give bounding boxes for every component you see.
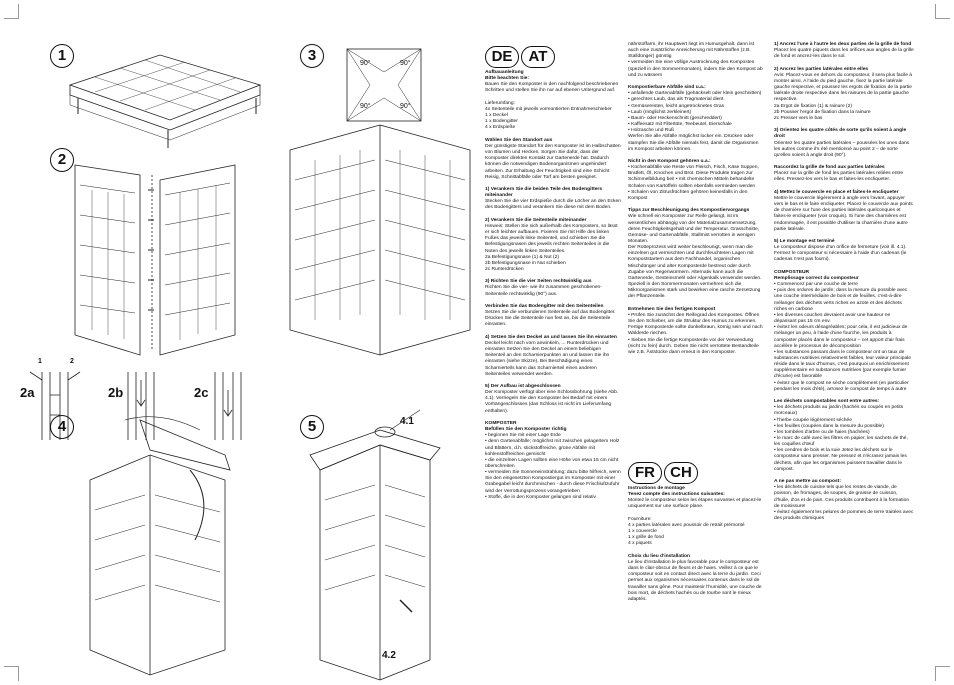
text-paragraph: 3) Orientez les quatre côtés de sorte qu'ils soient à angle droit (774, 128, 908, 140)
text-paragraph: Richten Sie die vier- wie ihr zusammen geschobenen- Seitenteile rechtwinklig (90°) aus. (485, 285, 604, 297)
text-paragraph: • les déchets produits au jardin (hachés ou coupés en petits morceaux) • l'herbe coupée légèrement séchée • les feuilles (coupées dans la mesure du possible) • les tombées d'arbre ou de haies (hachées) • le marc de café avec les filtres en papier, les sachets de thé, les coquilles d'œuf • les cendres de bois et la suie Jetez les déchets sur le composteur sans presser. Ne pressez et n'écrasez jamais les déchets, afin que les organismes puissent travailler dans le compost. (774, 405, 908, 472)
crop-mark (935, 4, 950, 19)
text-paragraph: 2) Ancrez les parties latérales entre elles (774, 66, 869, 72)
lang-de-badge: DE (485, 46, 519, 68)
text-paragraph: Kompostierbare Abfälle sind u.a.: (628, 85, 706, 91)
part-2-label: 2 (70, 358, 74, 365)
detail-4-1-label: 4.1 (400, 416, 414, 427)
text-paragraph: Raccordez la grille de fond aux parties latérales (774, 165, 885, 171)
text-paragraph: Der günstigste Standort für den Komposter ist im Halbschatten von Blumen und Hecken. Sorgen Sie dafür, dass der Komposter direkten Kontakt zur Gartenerde hat. Dadurch können die notwendigen Bodenorganismen ungehindert arbeiten. Zur Erhaltung der Feuchtigkeit sind eine Schicht Reisig, Schnittabfälle oder Torf am besten geeignet. (485, 143, 623, 180)
angle-label: 90° (360, 60, 371, 67)
text-paragraph: Placez les quatre piquets dans les orifices aux angles de la grille de fond et ancrez-les dans le sol. (774, 48, 916, 60)
side-panels-drawing (75, 165, 235, 355)
text-paragraph: Deckel leicht nach vorn anwinkeln, ... Runterdrücken und einrasten Setzen Sie den Deckel an einem beliebigen Seitenteil an den Scharnierpunkten an und lassen Sie ihn einrasten (siehe Skizze). Bei Beschädigung eines Scharnierteils kann das Scharnierteil eines anderen Seitenteiles verwendet werden. (485, 340, 611, 377)
text-paragraph: Le composteur dispose d'un orifice de fermeture (voir ill. 4.1). Fermez le composteur si nécessaire à l'aide d'un cadenas (le cadenas n'est pas fourni). (774, 245, 908, 263)
text-paragraph: 1) Ancrez l'une à l'autre les deux parties de la grille de fond (774, 42, 912, 47)
text-paragraph: Wie schnell ein Komposter zur Reife gelangt, ist im wesentlichen abhängig von der Materialzusammensetzung, deren Feuchtigkeitsgehalt und der Temperatur. Grasschnitte, Gemüse- und Gartenabfälle, Stallmist verrotten in wenigen Monaten. Der Rotteprozess wird weiter beschleunigt, wenn man die einzelnen gut vermischten und durchfeuchteten Lagen mit Kompoststartern aus dem Fachhandel, organischen Mischdünger und alter Komposterde bestreut oder durch Zugabe von Regenwürmern. Alternativ kann auch die Gartenerde, Gesteinsmehl oder Algenkalk verwendet werden. Speziell in den Sommermonaten vermehren sich die Mikroorganismen stark und bewirken eine rasche Zersetzung der Pflanzenteile. (628, 214, 762, 300)
text-paragraph: Fourniture: (628, 516, 652, 522)
text-paragraph: Le lieu d'installation le plus favorable pour le composteur est dans le clair-obscur de fleurs et de haies. Veillez à ce que le composteur soit en contact direct avec la terre du jardin. Ceci permet aux organismes nécessaires contenus dans le sol de travailler sans gêne. Pour maintenir l'humidité, une couche de bois mort, de déchets hachés ou de tourbe sont le mieux adaptés. (628, 559, 763, 602)
text-paragraph: Placez sur la grille de fond les parties latérales reliées entre elles. Pressez-les vers le bas et faites-les encliqueter. (774, 171, 905, 183)
angle-label: 90° (400, 60, 411, 67)
step-2a-label: 2a (20, 385, 35, 400)
text-paragraph: Orientez les quatre parties latérales – poussées les unes dans les autres comme il's été mentionné au point 2 – de sorte qu'elles soient à angle droit (90°). (774, 140, 911, 158)
text-paragraph: 4) Setzen Sie den Deckel an und lassen Sie ihn einrasten (485, 334, 617, 340)
lang-fr-badge: FR (628, 462, 662, 484)
detail-2b (128, 372, 154, 440)
text-paragraph: Mettre le couvercle légèrement à angle vers l'avant, appuyer vers le bas et le faire encliqueter. Placez le couvercle aux points de charnière sur l'une des parties latérales quelconques et faites-le encliqueter (voir croquis). Si l'une des charnières est endommagée, il est possible d'utiliser la charnière d'une autre partie latérale. (774, 195, 915, 232)
lid-bin-drawing (90, 417, 230, 675)
lang-at-badge: AT (521, 46, 555, 68)
angle-label: 90° (400, 103, 411, 110)
text-paragraph: Hinweis: Stellen Sie sich außerhalb des Komposters, so lässt er sich leichter aufbauen. Fixieren Sie mit Hilfe des linken Fußes das jeweils linke Seitenteil, und schieben Sie die Befestigungsnasen des jeweils rechten Seitenteiles in die Nuten des jeweils linken Seitenteiles. 2a Befestigungsnase (1) & Nut (2) 2b Befestigungsnase in Nut schieben 2c Runterdrücken (485, 223, 618, 272)
text-paragraph: 4) Mettez le couvercle en place et faites-le encliqueter (774, 189, 899, 195)
text-paragraph: 1) Verankern Sie die beiden Teile des Bodengitters miteinander (485, 186, 604, 199)
text-paragraph: • Prüfen Sie zunächst den Reifegrad des Kompostes. Öffnen Sie den Schieber, um die Struktur des Humus zu erkennen. Fertige Komposterde sollte dunkelbraun, körnig sein und nach Walderde riechen. • Sieben Sie die fertige Komposterde vor der Verwendung (nicht zu fein) durch. Geben Sie nicht verrottete Bestandteile wie z.B. Äststücke dann erneut in den Komposter. (628, 312, 763, 355)
text-paragraph: Aufbauanleitung (485, 70, 524, 75)
step-2b-label: 2b (108, 385, 124, 400)
text-paragraph: Bauen Sie den Komposter in den nachfolgend beschriebenen Schritten und stellen Sie ihn nur auf ebenen Untergrund auf. (485, 82, 620, 94)
text-paragraph: Verbinden Sie das Bodengitter mit den Seitenteilen (485, 303, 604, 309)
text-paragraph: Setzen Sie die verbundenen Seitenteile auf das Bodengitter. Drücken Sie die Seitenteile nun fest an, bis die Seitenteile einrasten. (485, 310, 617, 328)
text-paragraph: Der Komposter verfügt über eine Schlossbohrung (siehe Abb. 4.1). Verriegeln Sie den Komposter bei Bedarf mit einem Vorhängeschlosses (das Schloss ist nicht im Lieferumfang enthalten). (485, 390, 620, 414)
step-1-number: 1 (50, 44, 74, 68)
text-paragraph: Befüllen Sie den Komposter richtig (485, 427, 567, 433)
assembled-bin-drawing (290, 125, 470, 355)
text-paragraph: Nicht in den Kompost gehören u.a.: (628, 158, 711, 164)
angle-label: 90° (360, 103, 371, 110)
text-paragraph: Instructions de montage (628, 486, 685, 491)
detail-4-2-label: 4.2 (382, 650, 396, 661)
text-paragraph: COMPOSTEUR (774, 269, 810, 275)
text-paragraph: • Commencez par une couche de terre • puis des ordures de jardin; dans la mesure du possible avec une couche intermédiaire de bois et de feuilles, c'est-à-dire mélanger des déchets verts riches en azote et des déchets riches en carbone • les diverses couches devraient avoir une hauteur ne dépassant pas 15 cm env. • évitez les odeurs désagréables; pour cela, il est judicieux de mélanger un peu, à l'aide d'une fourche, les produits à composter placés dans le composteur – cet apport d'air frais accélère le processus de décomposition • les substances passant dans le composteur ont un taux de substances nutritives relativement faibles, leur valeur principale réside dans le taux d'humus, c'est pourquoi un enrichissement supplémentaire en substances nutritives (par exemple fumier d'écurie) est favorable • évitez que le compost ne sèche complètement (en particulier pendant les mois d'été), arrosez le compost de temps à autre (774, 282, 912, 392)
finished-bin-drawing (310, 410, 440, 680)
detail-2c (215, 372, 241, 440)
french-column-start (628, 486, 764, 671)
text-paragraph: Montez le composteur selon les étapes suivantes et placez-le uniquement sur une surface plane. (628, 498, 763, 510)
text-paragraph: Entnehmen Sie den fertigen Kompost (628, 306, 716, 312)
text-paragraph: 3) Richten Sie die vier Seiten rechtwinklig aus (485, 279, 592, 285)
text-paragraph: Wählen Sie den Standort aus (485, 137, 553, 143)
text-paragraph: 2) Verankern Sie die Seitenteile miteinander (485, 217, 587, 223)
text-paragraph: A ne pas mettre au compost: (774, 479, 841, 485)
part-1-label: 1 (38, 358, 42, 365)
text-paragraph: Lieferumfang: (485, 100, 515, 106)
text-paragraph: Tipps zur Beschleunigung des Kompostiervorgangs (628, 208, 750, 214)
text-paragraph: Tenez compte des instructions suivantes: (628, 492, 725, 498)
text-paragraph: Les déchets compostables sont entre autres: (774, 399, 880, 405)
text-paragraph: 5) Der Aufbau ist abgeschlossen (485, 383, 561, 389)
text-paragraph: Choix du lieu d'installation (628, 553, 691, 559)
text-paragraph: 4x Seitenteile mit jeweils vormontierten Entnahmeschieber 1 x Deckel 1 x Bodengitter 4 x Erdspieße (485, 106, 612, 131)
text-paragraph: • beginnen Sie mit einer Lage Erde • denn Gartenabfälle; möglichst mit zwischen gelagertem Holz und Blättern, d.h. stickstoffreiche, grüne Abfälle mit kohlenstoffreichen gemischt • die einzelnen Lagen sollten eine Höhe von etwa 15 cm nicht überschreiten • vermeiden Sie Sonneneinstrahlung; dazu bitte hilfreich, wenn Sie den eingesetzten Kompostiergut im Komposter mit einer Grabegabel leicht durchmischen - durch diese Frischluftzufuhr wird der Verrottungsprozess vorangetrieben • Stoffe, die in den Komposter gelangen sind relativ (485, 433, 621, 500)
step-2-number: 2 (50, 148, 74, 172)
german-column-2 (628, 42, 764, 462)
text-paragraph: 4 x parties latérales avec poussoir de retrait prémonté 1 x couvercle 1 x grille de fond 4 x piquets (628, 522, 745, 547)
text-paragraph: Stecken Sie die vier Erdspieße durch die Löcher an den Ecken des Bodengitters und verankern Sie diese mit dem Boden. (485, 199, 623, 211)
german-column-1 (485, 70, 621, 670)
step-4-number: 4 (50, 415, 74, 439)
lang-ch-badge: CH (664, 462, 698, 484)
text-paragraph: Remplissage correct du composteur (774, 275, 859, 281)
text-paragraph: Avis: Placez-vous en dehors du composteur, il sera plus facile à monter ainsi. A l'aide du pied gauche, fixez la partie latérale gauche respective, et poussez les ergots de fixation de la partie latérale droite respective dans les rainures de la partie gauche respective. 2a Ergot de fixation (1) & rainure (2) 2b Pousser l'ergot de fixation dans la rainure 2c Presser vers le bas (774, 72, 913, 121)
french-column-2 (774, 42, 914, 672)
step-3-number: 3 (300, 44, 324, 68)
text-paragraph: • anfallende Gartenabfälle (gehäckselt oder klein geschnitten) • gerechtes Laub, das als Tragmaterial dient • Gemüseresten, leicht angetrocknetes Gras • Laub (möglichst zerkleinert) • Baum- oder Heckenschnitt (geschreddert) • Kaffeesatz mit Filtertüte, Teebeutel, Eierschale • Holzasche und Ruß Werfen Sie alle Abfälle möglichst locker ein. Drücken oder stampfen Sie die Abfälle niemals fest, damit die Organismen im Kompost arbeiten können. (628, 91, 762, 152)
base-grid-drawing (70, 55, 260, 148)
text-paragraph: • Küchenabfälle wie Reste von Fleisch, Fisch, Käse Suppen, Bratfett, Öl, Knochen und Brot. Diese Produkte tragen zur Schimmelbildung bei! • mit chemischen Mitteln behandelte Schalen von Kartoffeln sollten ebenfalls vermieden werden • Schalen von Zitrusfrüchten gehören keinesfalls in den Kompost (628, 165, 759, 201)
text-paragraph: Bitte beachten Sie: (485, 76, 530, 82)
crop-mark (935, 666, 950, 681)
text-paragraph: • les déchets de cuisine tels que les restes de viande, de poisson, de fromages, de soupes, de graisse de cuisson, d'huile, d'os et de pain. Ces produits contribuent à la formation de moisissure! • évitez également les pelures de pommes de terre traitées avec des produits chimiques (774, 485, 914, 522)
step-2c-label: 2c (194, 385, 209, 400)
text-paragraph: nährstoffarm, ihr Hauptwert liegt im Humusgehalt, dann ist auch eine zusätzliche Anreicherung mit Nährstoffen (z.B. Stalldünger) günstig • vermeiden Sie eine völlige Austrocknung des Kompostes (speziell in den Sommermonaten), indem Sie den Kompost ab und zu wässern (628, 42, 763, 78)
text-paragraph: KOMPOSTER (485, 420, 517, 426)
text-paragraph: 5) Le montage est terminé (774, 239, 835, 244)
step-5-number: 5 (300, 415, 324, 439)
